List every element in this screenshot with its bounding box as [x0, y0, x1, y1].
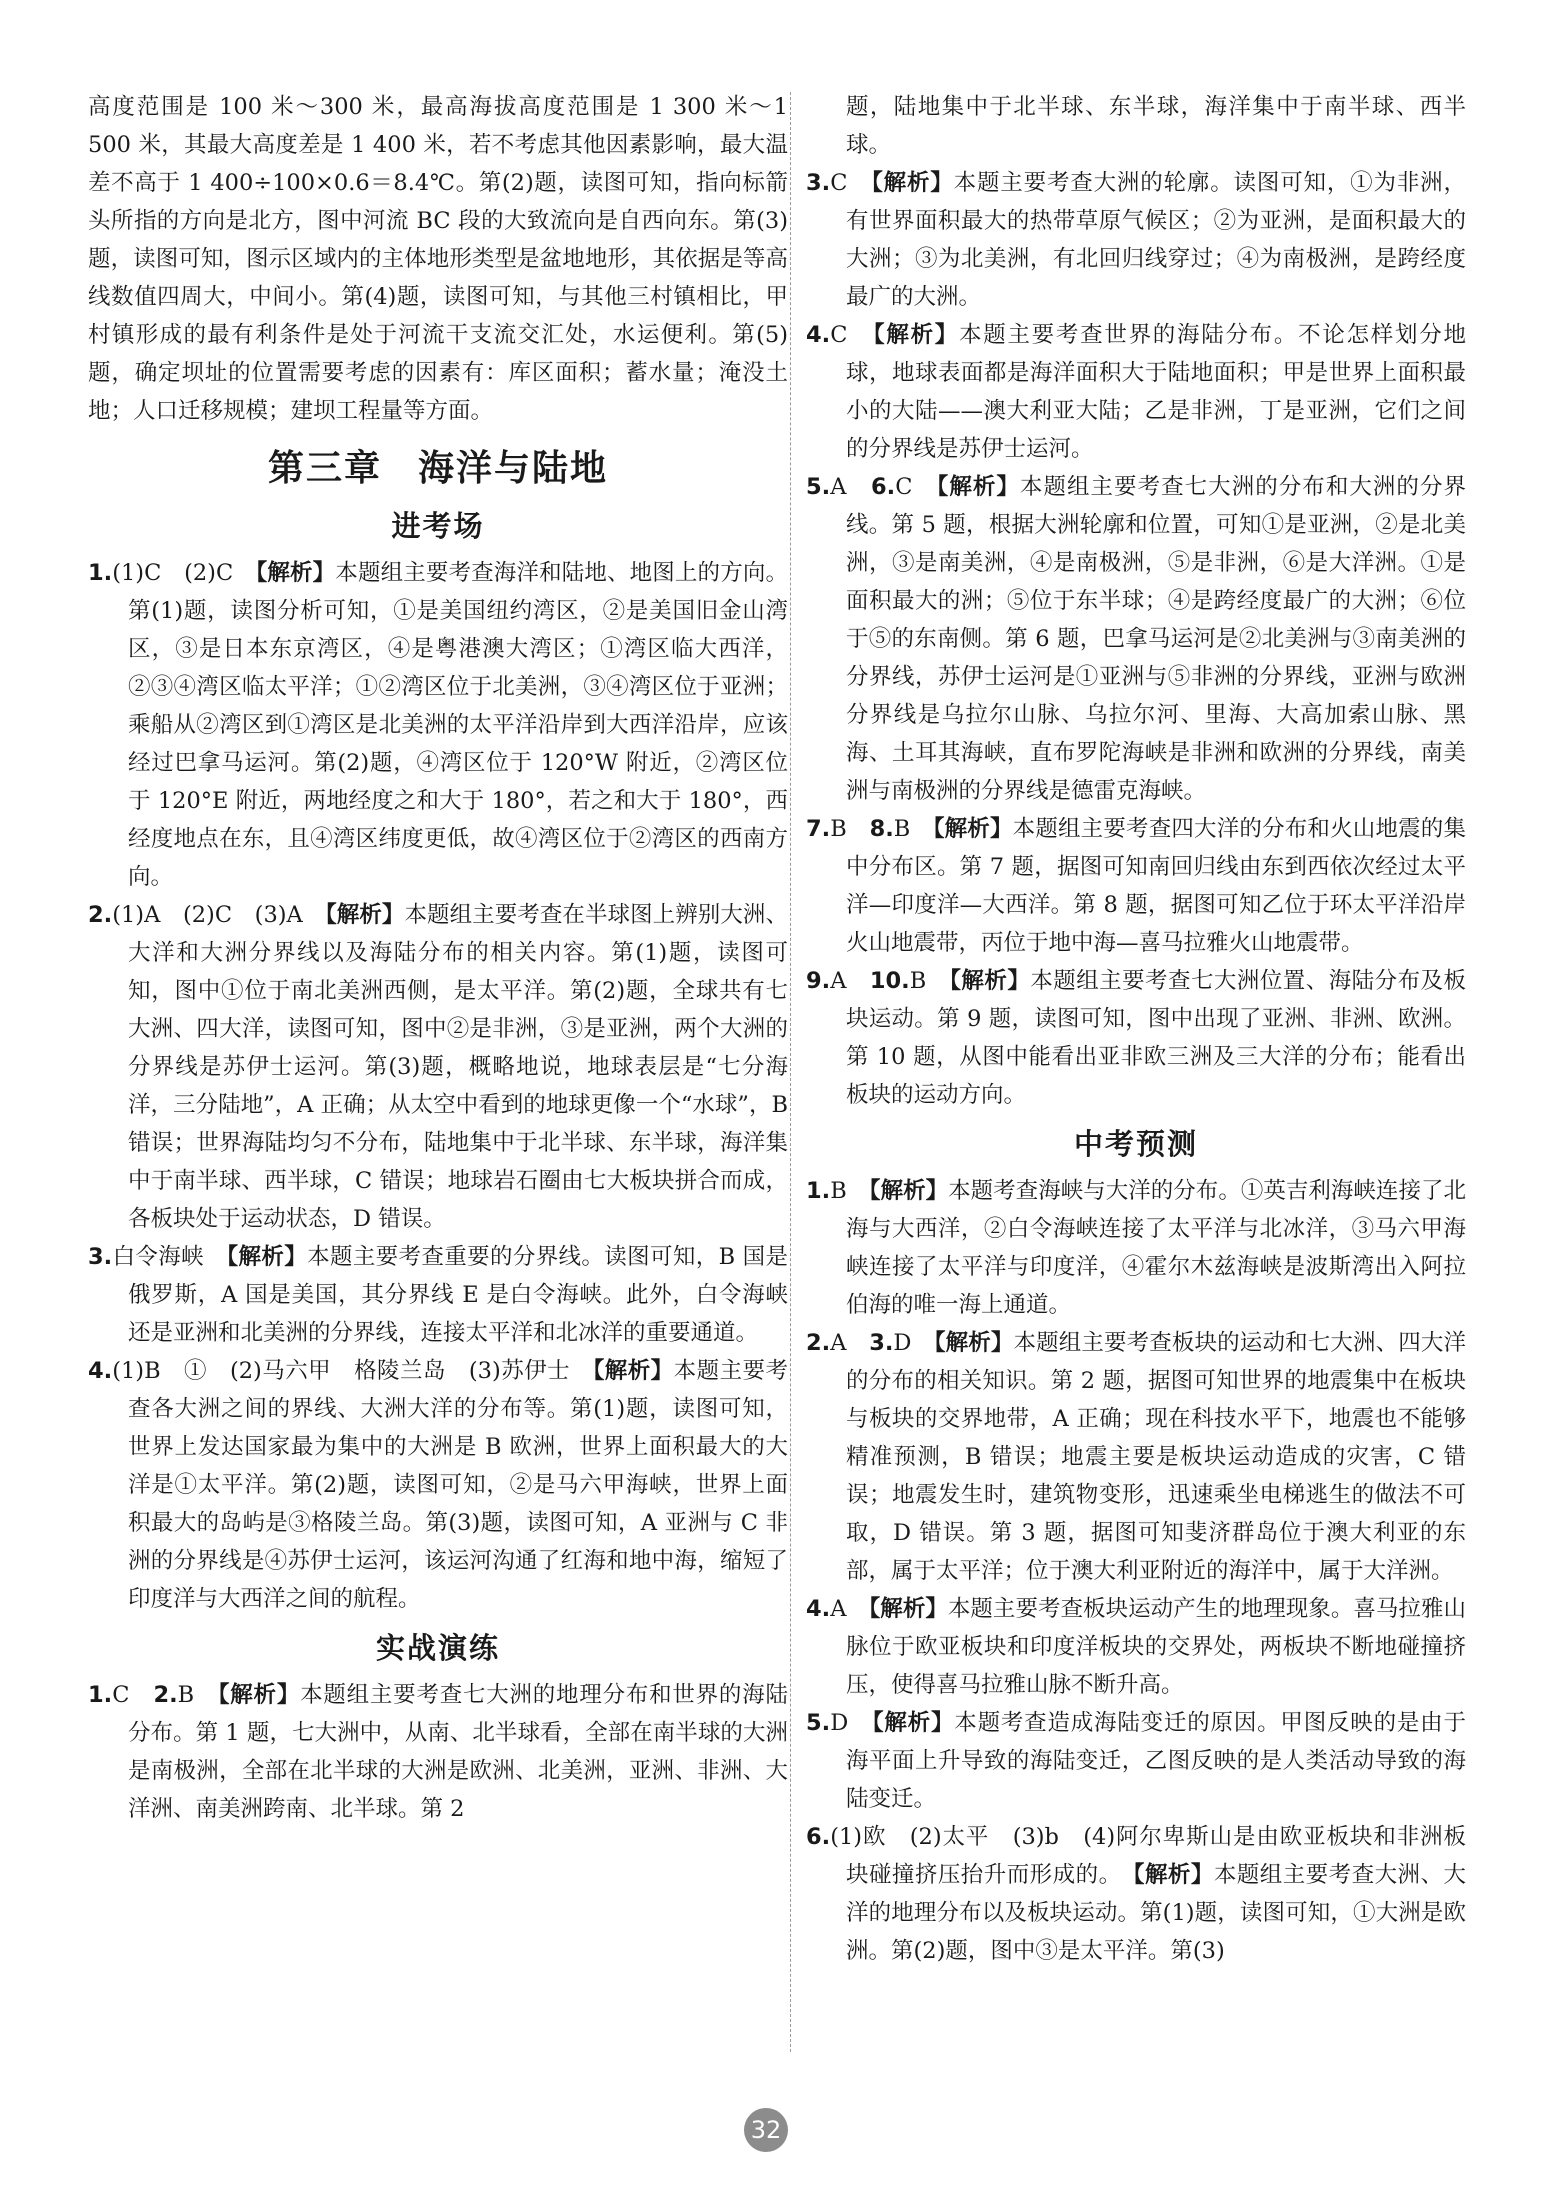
section-title-jinkaochang: 进考场 — [391, 509, 485, 543]
left-column — [88, 88, 788, 1828]
continued-explanation-right: 题，陆地集中于北半球、东半球，海洋集中于南半球、西半球。 — [846, 94, 1466, 158]
section-title-zhongkaoyuce: 中考预测 — [1073, 1127, 1198, 1161]
column-divider — [790, 92, 791, 2052]
answer-item-1-2: 1.C 2.B 【解析】本题组主要考查七大洲的地理分布和世界的海陆分布。第 1 题，七大洲中，从南、北半球看，全部在南半球的大洲是南极洲，全部在北半球的大洲是欧洲、北美洲，亚洲、非洲、大洋洲、南美洲跨南、北半球。第 2 — [88, 1682, 788, 1822]
answer-item-3: 3.C 【解析】本题主要考查大洲的轮廓。读图可知，①为非洲，有世界面积最大的热带草原气候区；②为亚洲，是面积最大的大洲；③为北美洲，有北回归线穿过；④为南极洲，是跨经度最广的大洲。 — [806, 170, 1466, 310]
answer-item-4: 4.A 【解析】本题主要考查板块运动产生的地理现象。喜马拉雅山脉位于欧亚板块和印度洋板块的交界处，两板块不断地碰撞挤压，使得喜马拉雅山脉不断升高。 — [806, 1596, 1466, 1698]
answer-item-7-8: 7.B 8.B 【解析】本题组主要考查四大洋的分布和火山地震的集中分布区。第 7 题，据图可知南回归线由东到西依次经过太平洋—印度洋—大西洋。第 8 题，据图可知乙位于环太平洋沿岸火山地震带，丙位于地中海—喜马拉雅火山地震带。 — [806, 816, 1466, 956]
answer-item-9-10: 9.A 10.B 【解析】本题组主要考查七大洲位置、海陆分布及板块运动。第 9 题，读图可知，图中出现了亚洲、非洲、欧洲。第 10 题，从图中能看出亚非欧三洲及三大洋的分布；能看出板块的运动方向。 — [806, 968, 1466, 1108]
page-number: 32 — [744, 2108, 788, 2152]
answer-item-2-3: 2.A 3.D 【解析】本题组主要考查板块的运动和七大洲、四大洋的分布的相关知识。第 2 题，据图可知世界的地震集中在板块与板块的交界地带，A 正确；现在科技水平下，地震也不能够精准预测，B 错误；地震主要是板块运动造成的灾害，C 错误；地震发生时，建筑物变形，迅速乘坐电梯逃生的做法不可取，D 错误。第 3 题，据图可知斐济群岛位于澳大利亚的东部，属于太平洋；位于澳大利亚附近的海洋中，属于大洋洲。 — [806, 1330, 1466, 1584]
continued-explanation: 高度范围是 100 米～300 米，最高海拔高度范围是 1 300 米～1 500 米，其最大高度差是 1 400 米，若不考虑其他因素影响，最大温差不高于 1 400÷100×0.6＝8.4℃。第(2)题，读图可知，指向标箭头所指的方向是北方，图中河流 BC 段的大致流向是自西向东。第(3)题，读图可知，图示区域内的主体地形类型是盆地地形，其依据是等高线数值四周大，中间小。第(4)题，读图可知，与其他三村镇相比，甲村镇形成的最有利条件是处于河流干支流交汇处，水运便利。第(5)题，确定坝址的位置需要考虑的因素有：库区面积；蓄水量；淹没土地；人口迁移规模；建坝工程量等方面。 — [88, 94, 788, 424]
answer-item-1: 1.B 【解析】本题考查海峡与大洋的分布。①英吉利海峡连接了北海与大西洋，②白令海峡连接了太平洋与北冰洋，③马六甲海峡连接了太平洋与印度洋，④霍尔木兹海峡是波斯湾出入阿拉伯海的唯一海上通道。 — [806, 1178, 1466, 1318]
answer-item-1: 1.(1)C (2)C 【解析】本题组主要考查海洋和陆地、地图上的方向。第(1)题，读图分析可知，①是美国纽约湾区，②是美国旧金山湾区，③是日本东京湾区，④是粤港澳大湾区；①湾区临大西洋，②③④湾区临太平洋；①②湾区位于北美洲，③④湾区位于亚洲；乘船从②湾区到①湾区是北美洲的太平洋沿岸到大西洋沿岸，应该经过巴拿马运河。第(2)题，④湾区位于 120°W 附近，②湾区位于 120°E 附近，两地经度之和大于 180°，若之和大于 180°，西经度地点在东，且④湾区纬度更低，故④湾区位于②湾区的西南方向。 — [88, 560, 788, 890]
right-column — [806, 88, 1466, 1970]
answer-item-5-6: 5.A 6.C 【解析】本题组主要考查七大洲的分布和大洲的分界线。第 5 题，根据大洲轮廓和位置，可知①是亚洲，②是北美洲，③是南美洲，④是南极洲，⑤是非洲，⑥是大洋洲。①是面积最大的洲；⑤位于东半球；④是跨经度最广的大洲；⑥位于⑤的东南侧。第 6 题，巴拿马运河是②北美洲与③南美洲的分界线，苏伊士运河是①亚洲与⑤非洲的分界线，亚洲与欧洲分界线是乌拉尔山脉、乌拉尔河、里海、大高加索山脉、黑海、土耳其海峡，直布罗陀海峡是非洲和欧洲的分界线，南美洲与南极洲的分界线是德雷克海峡。 — [806, 474, 1466, 804]
section-title-shizhanyanlian: 实战演练 — [375, 1631, 500, 1665]
chapter-title: 第三章 海洋与陆地 — [267, 448, 609, 489]
answer-item-4: 4.(1)B ① (2)马六甲 格陵兰岛 (3)苏伊士 【解析】本题主要考查各大洲之间的界线、大洲大洋的分布等。第(1)题，读图可知，世界上发达国家最为集中的大洲是 B 欧洲，世界上面积最大的大洋是①太平洋。第(2)题，读图可知，②是马六甲海峡，世界上面积最大的岛屿是③格陵兰岛。第(3)题，读图可知，A 亚洲与 C 非洲的分界线是④苏伊士运河，该运河沟通了红海和地中海，缩短了印度洋与大西洋之间的航程。 — [88, 1358, 788, 1612]
answer-item-6: 6.(1)欧 (2)太平 (3)b (4)阿尔卑斯山是由欧亚板块和非洲板块碰撞挤压抬升而形成的。 【解析】本题组主要考查大洲、大洋的地理分布以及板块运动。第(1)题，读图可知，①大洲是欧洲。第(2)题，图中③是太平洋。第(3) — [806, 1824, 1466, 1964]
answer-item-2: 2.(1)A (2)C (3)A 【解析】本题组主要考查在半球图上辨别大洲、大洋和大洲分界线以及海陆分布的相关内容。第(1)题，读图可知，图中①位于南北美洲西侧，是太平洋。第(2)题，全球共有七大洲、四大洋，读图可知，图中②是非洲，③是亚洲，两个大洲的分界线是苏伊士运河。第(3)题，概略地说，地球表层是“七分海洋，三分陆地”，A 正确；从太空中看到的地球更像一个“水球”，B 错误；世界海陆均匀不分布，陆地集中于北半球、东半球，海洋集中于南半球、西半球，C 错误；地球岩石圈由七大板块拼合而成，各板块处于运动状态，D 错误。 — [88, 902, 788, 1232]
answer-item-4: 4.C 【解析】本题主要考查世界的海陆分布。不论怎样划分地球，地球表面都是海洋面积大于陆地面积；甲是世界上面积最小的大陆——澳大利亚大陆；乙是非洲，丁是亚洲，它们之间的分界线是苏伊士运河。 — [806, 322, 1466, 462]
answer-item-3: 3.白令海峡 【解析】本题主要考查重要的分界线。读图可知，B 国是俄罗斯，A 国是美国，其分界线 E 是白令海峡。此外，白令海峡还是亚洲和北美洲的分界线，连接太平洋和北冰洋的重要通道。 — [88, 1244, 788, 1346]
answer-item-5: 5.D 【解析】本题考查造成海陆变迁的原因。甲图反映的是由于海平面上升导致的海陆变迁，乙图反映的是人类活动导致的海陆变迁。 — [806, 1710, 1466, 1812]
